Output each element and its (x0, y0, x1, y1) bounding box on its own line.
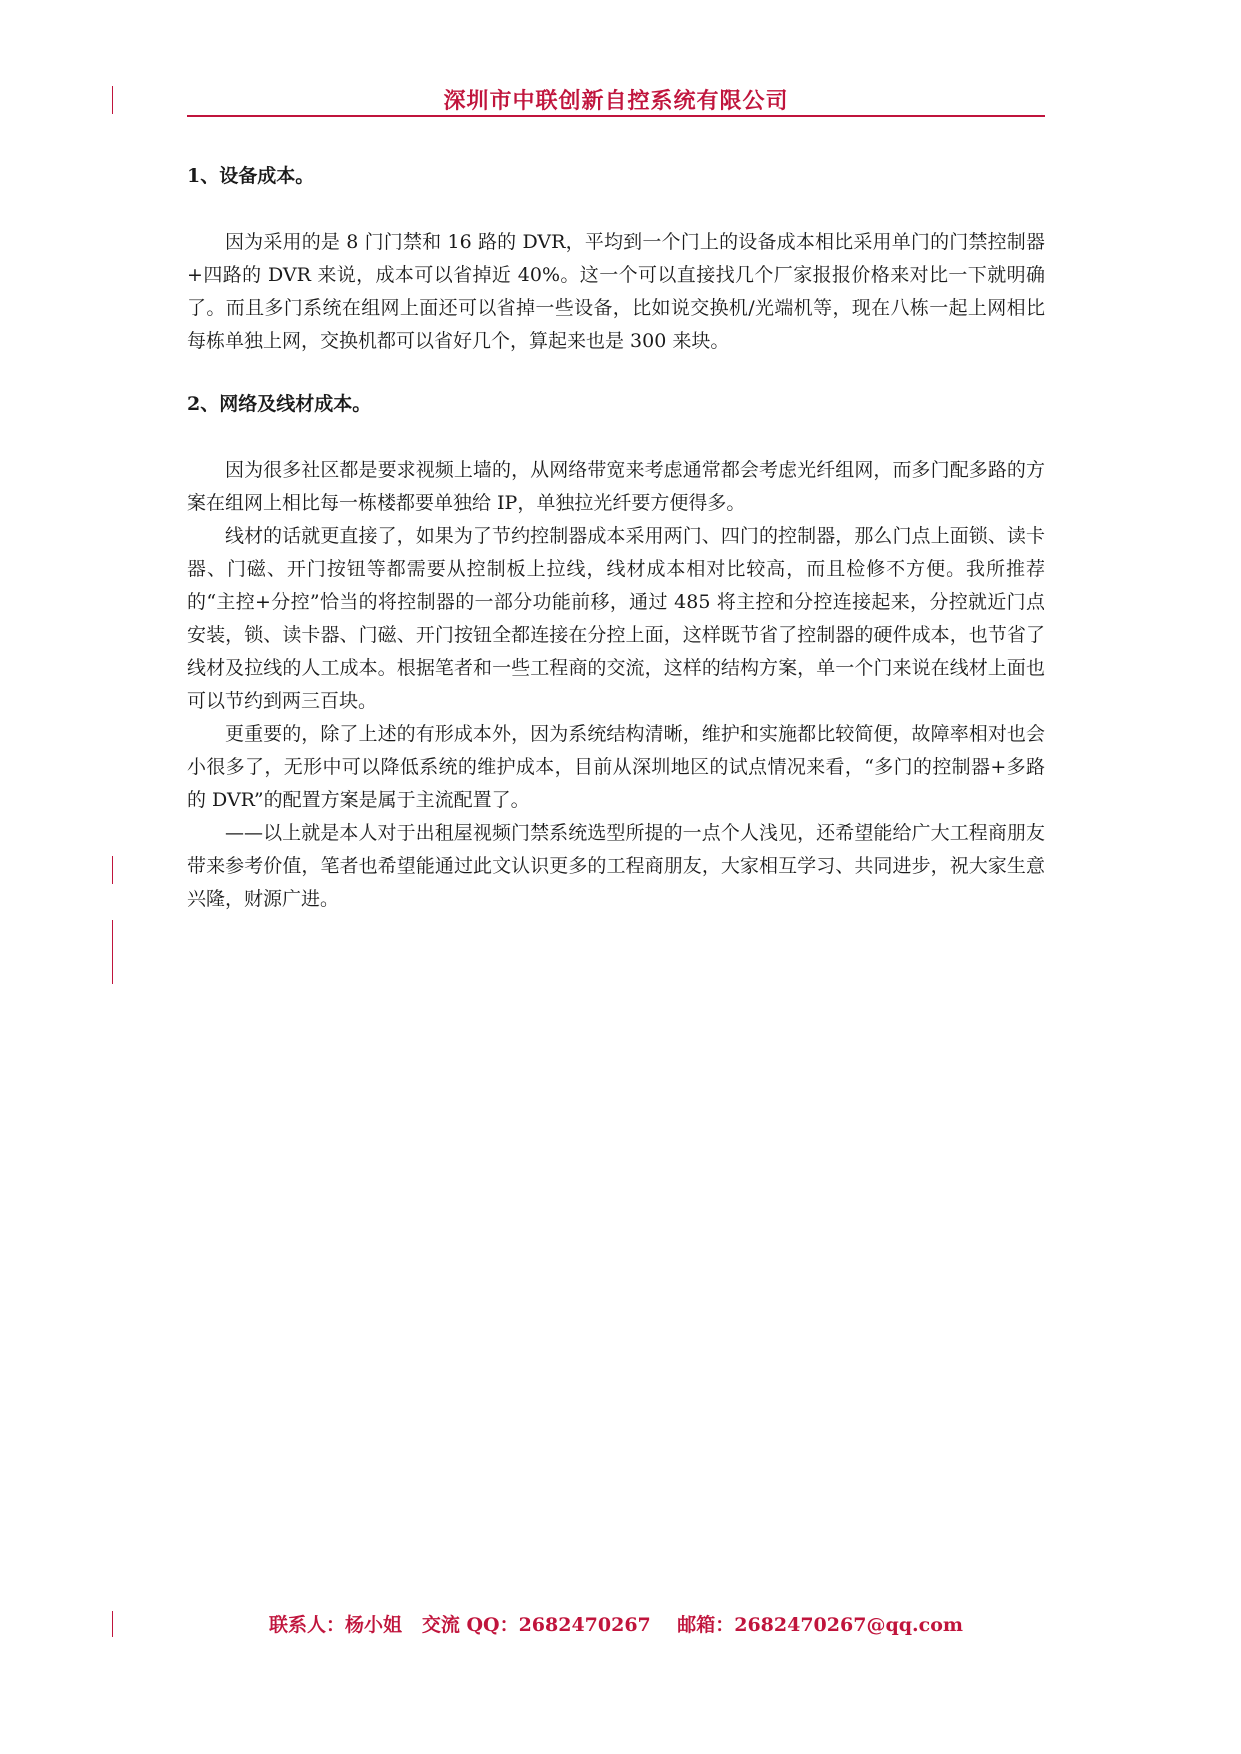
section-heading-network-cost: 2、网络及线材成本。 (187, 393, 372, 415)
closing-paragraph: ——以上就是本人对于出租屋视频门禁系统选型所提的一点个人浅见，还希望能给广大工程商朋友带来参考价值，笔者也希望能通过此文认识更多的工程商朋友，大家相互学习、共同进步，祝大家生意兴隆，财源广进。 (187, 822, 1045, 910)
margin-mark-middle-1 (112, 856, 113, 884)
margin-mark-bottom (112, 1611, 113, 1637)
section-heading-equipment-cost: 1、设备成本。 (187, 165, 315, 187)
contact-footer: 联系人：杨小姐 交流 QQ：2682470267 邮箱：2682470267@qq.com (269, 1614, 963, 1636)
header-rule (187, 115, 1045, 117)
paragraph: 因为很多社区都是要求视频上墙的，从网络带宽来考虑通常都会考虑光纤组网，而多门配多路的方案在组网上相比每一栋楼都要单独给 IP，单独拉光纤要方便得多。 (187, 459, 1045, 514)
paragraph: 因为采用的是 8 门门禁和 16 路的 DVR，平均到一个门上的设备成本相比采用单门的门禁控制器+四路的 DVR 来说，成本可以省掉近 40%。这一个可以直接找几个厂家报报价格来对比一下就明确了。而且多门系统在组网上面还可以省掉一些设备，比如说交换机/光端机等，现在八栋一起上网相比每栋单独上网，交换机都可以省好几个，算起来也是 300 来块。 (187, 231, 1045, 352)
company-header: 深圳市中联创新自控系统有限公司 (443, 88, 789, 114)
document-body (187, 160, 1045, 916)
margin-mark-top (112, 86, 113, 114)
paragraph: 线材的话就更直接了，如果为了节约控制器成本采用两门、四门的控制器，那么门点上面锁、读卡器、门磁、开门按钮等都需要从控制板上拉线，线材成本相对比较高，而且检修不方便。我所推荐的“主控+分控”恰当的将控制器的一部分功能前移，通过 485 将主控和分控连接起来，分控就近门点安装，锁、读卡器、门磁、开门按钮全都连接在分控上面，这样既节省了控制器的硬件成本，也节省了线材及拉线的人工成本。根据笔者和一些工程商的交流，这样的结构方案，单一个门来说在线材上面也可以节约到两三百块。 (187, 525, 1045, 712)
margin-mark-middle-2 (112, 920, 113, 984)
paragraph: 更重要的，除了上述的有形成本外，因为系统结构清晰，维护和实施都比较简便，故障率相对也会小很多了，无形中可以降低系统的维护成本，目前从深圳地区的试点情况来看，“多门的控制器+多路的 DVR”的配置方案是属于主流配置了。 (187, 723, 1045, 811)
